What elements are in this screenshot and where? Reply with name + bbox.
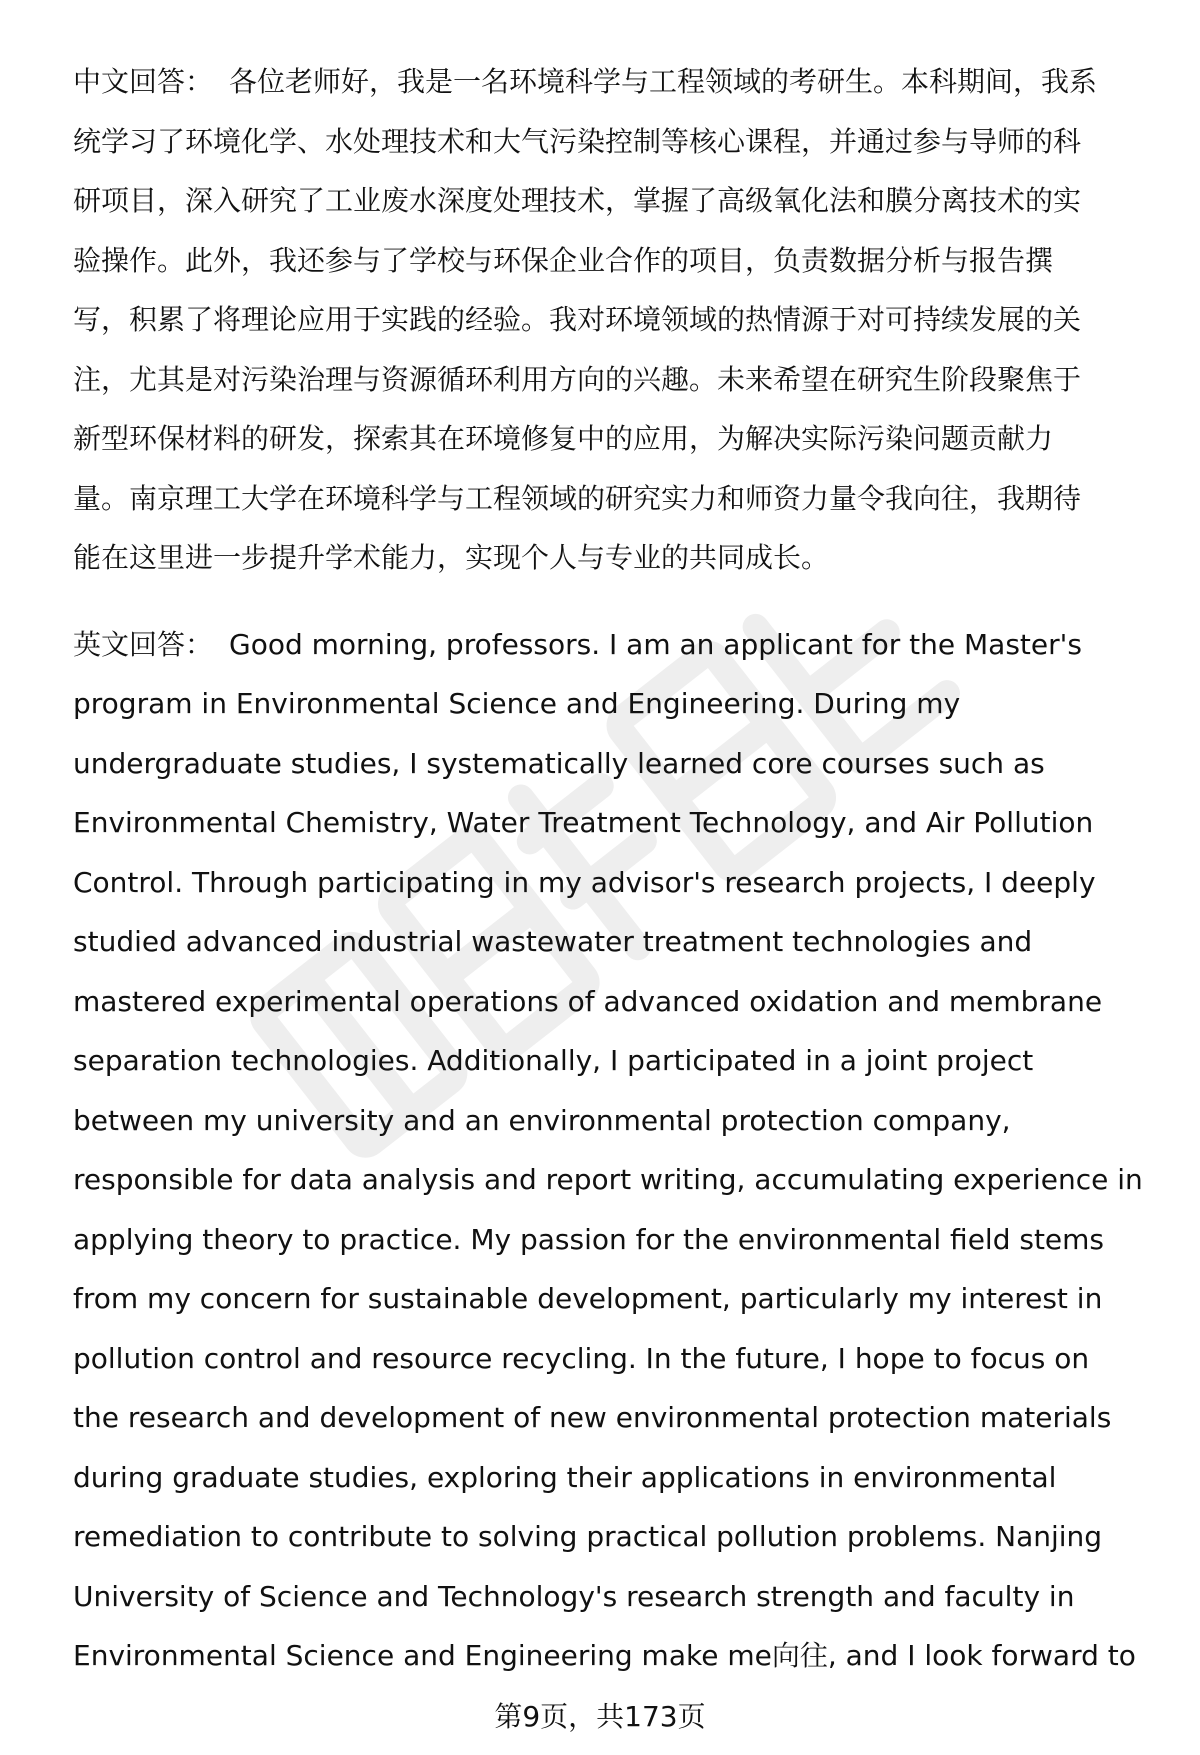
chinese-answer-line: 统学习了环境化学、水处理技术和大气污染控制等核心课程，并通过参与导师的科 [73, 124, 1082, 158]
english-answer-line: pollution control and resource recycling. In the future, I hope to focus on [73, 1341, 1090, 1375]
chinese-answer-line: 中文回答： 各位老师好，我是一名环境科学与工程领域的考研生。本科期间，我系 [73, 65, 1098, 98]
chinese-answer-paragraph [73, 52, 1153, 588]
english-answer-line: responsible for data analysis and report writing, accumulating experience in [73, 1163, 1143, 1196]
chinese-answer-line: 验操作。此外，我还参与了学校与环保企业合作的项目，负责数据分析与报告撰 [73, 243, 1054, 277]
english-answer-line: between my university and an environmental protection company, [73, 1103, 1011, 1137]
english-answer-line: Environmental Science and Engineering make me向往, and I look forward to [73, 1639, 1136, 1672]
english-answer-line: mastered experimental operations of advanced oxidation and membrane [73, 984, 1103, 1018]
english-answer-line: studied advanced industrial wastewater treatment technologies and [73, 925, 1033, 958]
english-answer-line: program in Environmental Science and Engineering. During my [73, 687, 961, 720]
english-answer-line: during graduate studies, exploring their applications in environmental [73, 1460, 1057, 1494]
english-answer-line: applying theory to practice. My passion for the environmental field stems [73, 1222, 1105, 1256]
english-answer-line: separation technologies. Additionally, I participated in a joint project [73, 1044, 1034, 1077]
english-answer-line: the research and development of new environmental protection materials [73, 1401, 1112, 1434]
document-body [73, 52, 1153, 1686]
chinese-answer-line: 能在这里进一步提升学术能力，实现个人与专业的共同成长。 [73, 541, 830, 574]
english-answer-line: undergraduate studies, I systematically learned core courses such as [73, 746, 1045, 780]
page-indicator: 第9页，共173页 [494, 1700, 706, 1733]
english-answer-line: remediation to contribute to solving practical pollution problems. Nanjing [73, 1520, 1103, 1553]
chinese-answer-label: 中文回答： [73, 65, 214, 98]
chinese-answer-line: 新型环保材料的研发，探索其在环境修复中的应用，为解决实际污染问题贡献力 [73, 422, 1054, 455]
english-answer-line: University of Science and Technology's research strength and faculty in [73, 1579, 1075, 1613]
chinese-answer-line: 研项目，深入研究了工业废水深度处理技术，掌握了高级氧化法和膜分离技术的实 [73, 184, 1082, 217]
english-answer-paragraph [73, 615, 1153, 1686]
chinese-answer-line: 写，积累了将理论应用于实践的经验。我对环境领域的热情源于对可持续发展的关 [73, 303, 1082, 336]
english-answer-line: Control. Through participating in my advisor's research projects, I deeply [73, 865, 1096, 899]
chinese-answer-line: 注，尤其是对污染治理与资源循环利用方向的兴趣。未来希望在研究生阶段聚焦于 [73, 362, 1082, 396]
english-answer-line: from my concern for sustainable development, particularly my interest in [73, 1282, 1103, 1315]
english-answer-label: 英文回答： [73, 627, 214, 661]
english-answer-line: 英文回答： Good morning, professors. I am an applicant for the Master's [73, 627, 1082, 661]
chinese-answer-line: 量。南京理工大学在环境科学与工程领域的研究实力和师资力量令我向往，我期待 [73, 481, 1082, 515]
english-answer-line: Environmental Chemistry, Water Treatment Technology, and Air Pollution [73, 806, 1094, 839]
